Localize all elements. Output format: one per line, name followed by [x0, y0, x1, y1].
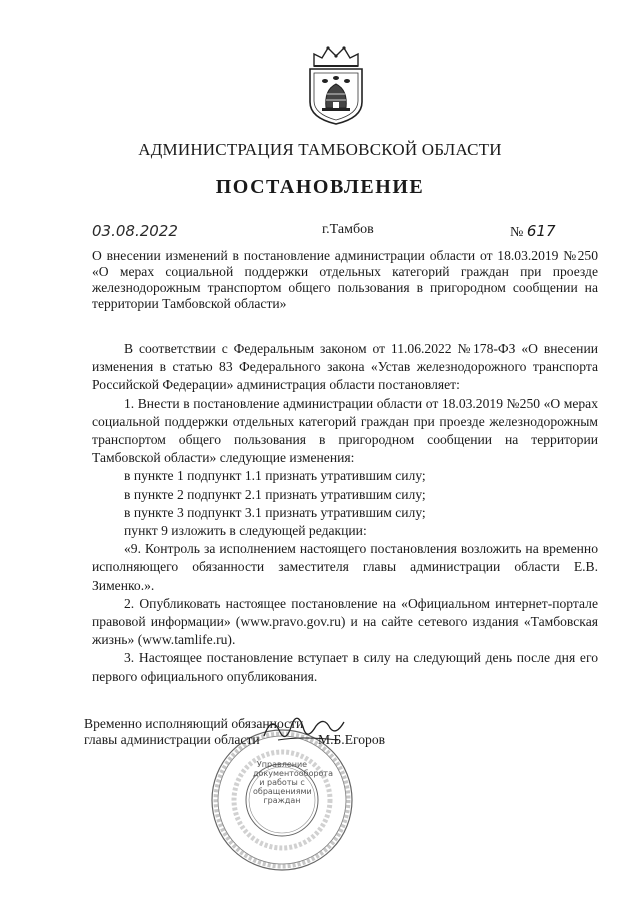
document-body [92, 340, 598, 686]
document-city: г.Тамбов [322, 222, 374, 237]
document-type-title: ПОСТАНОВЛЕНИЕ [215, 176, 425, 198]
subitem-line: в пункте 2 подпункт 2.1 признать утратившим силу; [124, 486, 426, 502]
item-2-paragraph: 2. Опубликовать настоящее постановление на «Официальном интернет-портале правовой информации» (www.pravo.gov.ru) и на сайте сетевого издания «Тамбовская жизнь» (www.tamlife.ru). [92, 595, 598, 648]
signatory-position-line: главы администрации области [84, 732, 260, 747]
document-date: 03.08.2022 [92, 222, 178, 240]
quote-paragraph: «9. Контроль за исполнением настоящего постановления возложить на временно исполняющего обязанности заместителя главы администрации области Е.В. Зименко.». [92, 541, 598, 593]
subitem-line: в пункте 3 подпункт 3.1 признать утратившим силу; [124, 504, 426, 520]
stamp-inner-text: Управление документооборота и работы с обращениями граждан [253, 760, 333, 805]
signatory-name: М.Б.Егоров [318, 732, 386, 747]
item-3-paragraph: 3. Настоящее постановление вступает в силу на следующий день после дня его первого официального опубликования. [92, 650, 598, 684]
number-value: 617 [526, 222, 556, 240]
document-subject: О внесении изменений в постановление администрации области от 18.03.2019 №250 «О мерах социальной поддержки отдельных категорий граждан при проезде железнодорожным транспортом общего пользования в пригородном сообщении на территории Тамбовской области» [92, 248, 598, 311]
number-prefix: № [510, 225, 524, 240]
administration-title: АДМИНИСТРАЦИЯ ТАМБОВСКОЙ ОБЛАСТИ [138, 140, 502, 159]
document-number [510, 222, 556, 241]
preamble-paragraph: В соответствии с Федеральным законом от 11.06.2022 №178-ФЗ «О внесении изменения в статью 83 Федерального закона «Устав железнодорожного транспорта Российской Федерации» администрация области постановляет: [92, 341, 598, 393]
item-1-paragraph: 1. Внести в постановление администрации области от 18.03.2019 №250 «О мерах социальной поддержки отдельных категорий граждан при проезде железнодорожным транспортом общего пользования в пригородном сообщении на территории Тамбовской области» следующие изменения: [92, 395, 598, 466]
tambov-coat-of-arms-icon [300, 44, 372, 126]
signatory-position-line: Временно исполняющий обязанности [84, 716, 304, 731]
subitem-line: пункт 9 изложить в следующей редакции: [124, 523, 367, 539]
subitem-line: в пункте 1 подпункт 1.1 признать утратившим силу; [124, 468, 426, 484]
